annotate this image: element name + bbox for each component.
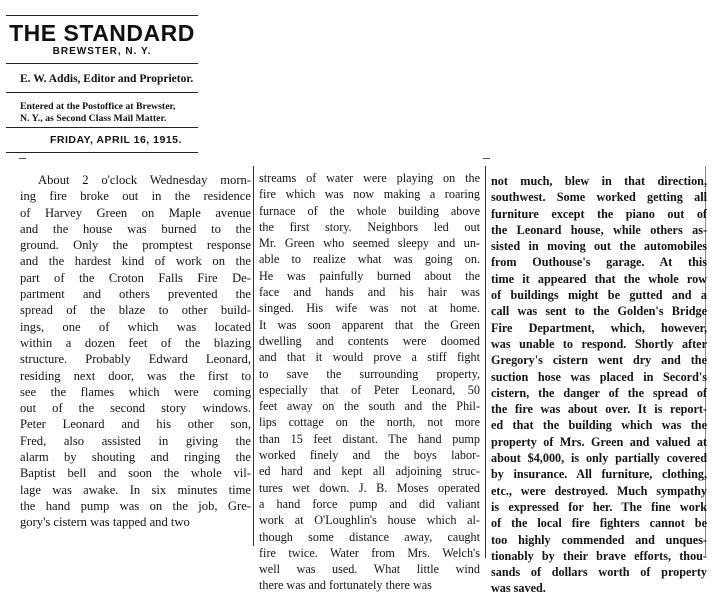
text-line: Peter Leonard and his other son, xyxy=(20,417,251,432)
text-line: the Leonard house, while others as- xyxy=(491,222,707,237)
text-line: worked finely and the boys labor- xyxy=(259,448,480,463)
issue-date: FRIDAY, APRIL 16, 1915. xyxy=(50,134,182,146)
article-column-3 xyxy=(491,173,707,597)
text-line: ing fire broke out in the residence xyxy=(20,189,251,204)
text-line: streams of water were playing on the xyxy=(259,171,480,185)
text-line: the first story. Neighbors led out xyxy=(259,219,480,234)
column-divider xyxy=(485,166,486,558)
text-line: furniture except the piano out of xyxy=(491,206,707,221)
text-line: He was painfully burned about the xyxy=(259,268,480,283)
text-line: singed. His wife was not at home. xyxy=(259,301,480,316)
masthead xyxy=(6,6,198,156)
column-divider xyxy=(253,166,254,546)
text-line: the hand pump was on the job, Gre- xyxy=(20,498,251,513)
postoffice-notice-line2: N. Y., as Second Class Mail Matter. xyxy=(20,113,167,124)
masthead-rule xyxy=(6,92,198,93)
text-line: face and hands and his hair was xyxy=(259,285,480,300)
text-line: Mr. Green who seemed sleepy and un- xyxy=(259,236,480,251)
newspaper-title: THE STANDARD xyxy=(9,20,195,46)
text-line: ings, one of which was located xyxy=(20,319,251,334)
text-line: than 15 feet distant. The hand pump xyxy=(259,431,480,446)
text-line: spread of the blaze to other build- xyxy=(20,303,251,318)
text-line: time it appeared that the whole row xyxy=(491,271,707,286)
text-line: there was and fortunately there was xyxy=(259,578,432,593)
text-line: was unable to respond. Shortly after xyxy=(491,336,707,351)
text-line: cistern, the danger of the spread of xyxy=(491,385,707,400)
text-line: not much, blew in that direction, xyxy=(491,174,707,188)
text-line: the fire was about over. It is report- xyxy=(491,402,707,417)
article-column-1 xyxy=(20,172,251,531)
text-line: suction hose was placed in Secord's xyxy=(491,369,707,384)
column-top-rule xyxy=(19,158,26,159)
text-line: though some distance away, caught xyxy=(259,529,480,544)
text-line: of the local fire fighters cannot be xyxy=(491,516,707,531)
text-line: alarm by shouting and ringing the xyxy=(20,450,251,465)
text-line: ed that the building which was the xyxy=(491,418,707,433)
text-line: within a dozen feet of the blazing xyxy=(20,335,251,350)
text-line: fire twice. Water from Mrs. Welch's xyxy=(259,545,480,560)
text-line: Baptist bell and soon the whole vil- xyxy=(20,466,251,481)
text-line: dwelling and contents were doomed xyxy=(259,333,480,348)
text-line: fire which was now making a roaring xyxy=(259,187,480,202)
text-line: see the flames which were coming xyxy=(20,384,251,399)
text-line: by insurance. All furniture, clothing, xyxy=(491,467,707,482)
text-line: part of the Croton Falls Fire De- xyxy=(20,270,251,285)
text-line: ed hard and kept all adjoining struc- xyxy=(259,464,480,479)
masthead-bottom-rule xyxy=(6,152,198,153)
text-line: lage was awake. In six minutes time xyxy=(20,482,251,497)
text-line: ground. Only the promptest response xyxy=(20,238,251,253)
text-line: tures wet down. J. B. Moses operated xyxy=(259,480,480,495)
text-line: of buildings might be gutted and a xyxy=(491,288,707,303)
text-line: residing next door, was the first to xyxy=(20,368,251,383)
editor-line: E. W. Addis, Editor and Proprietor. xyxy=(20,73,194,85)
newspaper-place: BREWSTER, N. Y. xyxy=(52,46,152,57)
text-line: It was soon apparent that the Green xyxy=(259,317,480,332)
text-line: especially that of Peter Leonard, 50 xyxy=(259,382,480,397)
text-line: southwest. Some worked getting all xyxy=(491,190,707,205)
text-line: gory's cistern was tapped and two xyxy=(20,515,190,530)
text-line: tionably by their brave efforts, thou- xyxy=(491,548,707,563)
text-line: About 2 o'clock Wednesday morn- xyxy=(38,173,251,187)
text-line: of Harvey Green on Maple avenue xyxy=(20,205,251,220)
text-line: and the house was burned to the xyxy=(20,221,251,236)
text-line: lips cottage on the north, not more xyxy=(259,415,480,430)
masthead-rule xyxy=(6,127,198,128)
text-line: is expressed for her. The fine work xyxy=(491,499,707,514)
text-line: property of Mrs. Green and valued at xyxy=(491,434,707,449)
text-line: was saved. xyxy=(491,581,546,596)
text-line: partment and others prevented the xyxy=(20,287,251,302)
text-line: able to realize what was going on. xyxy=(259,252,480,267)
text-line: from Outhouse's garage. At this xyxy=(491,255,707,270)
text-line: and that it would prove a stiff fight xyxy=(259,350,480,365)
article-column-2 xyxy=(259,170,480,594)
text-line: well was used. What little wind xyxy=(259,562,480,577)
text-line: sisted in moving out the automobiles xyxy=(491,239,707,254)
text-line: to save the surrounding property, xyxy=(259,366,480,381)
text-line: structure. Probably Edward Leonard, xyxy=(20,352,251,367)
column-top-rule xyxy=(483,158,490,159)
text-line: feet away on the south and the Phil- xyxy=(259,399,480,414)
postoffice-notice xyxy=(20,101,175,125)
text-line: etc., were destroyed. Much sympathy xyxy=(491,483,707,498)
text-line: about $4,000, is only partially covered xyxy=(491,451,707,466)
postoffice-notice-line1: Entered at the Postoffice at Brewster, xyxy=(20,101,176,112)
text-line: Fred, also assisted in giving the xyxy=(20,433,251,448)
text-line: furnace of the whole building above xyxy=(259,203,480,218)
text-line: Gregory's cistern went dry and the xyxy=(491,353,707,368)
text-line: a hand force pump and did valiant xyxy=(259,496,480,511)
text-line: sands of dollars worth of property xyxy=(491,565,707,580)
text-line: too highly commended and unques- xyxy=(491,532,707,547)
masthead-rule xyxy=(6,63,198,64)
text-line: out of the second story windows. xyxy=(20,401,251,416)
text-line: work at O'Loughlin's house which al- xyxy=(259,513,480,528)
masthead-top-rule xyxy=(6,15,198,16)
text-line: call was sent to the Golden's Bridge xyxy=(491,304,707,319)
text-line: Fire Department, which, however, xyxy=(491,320,707,335)
text-line: and the hardest kind of work on the xyxy=(20,254,251,269)
